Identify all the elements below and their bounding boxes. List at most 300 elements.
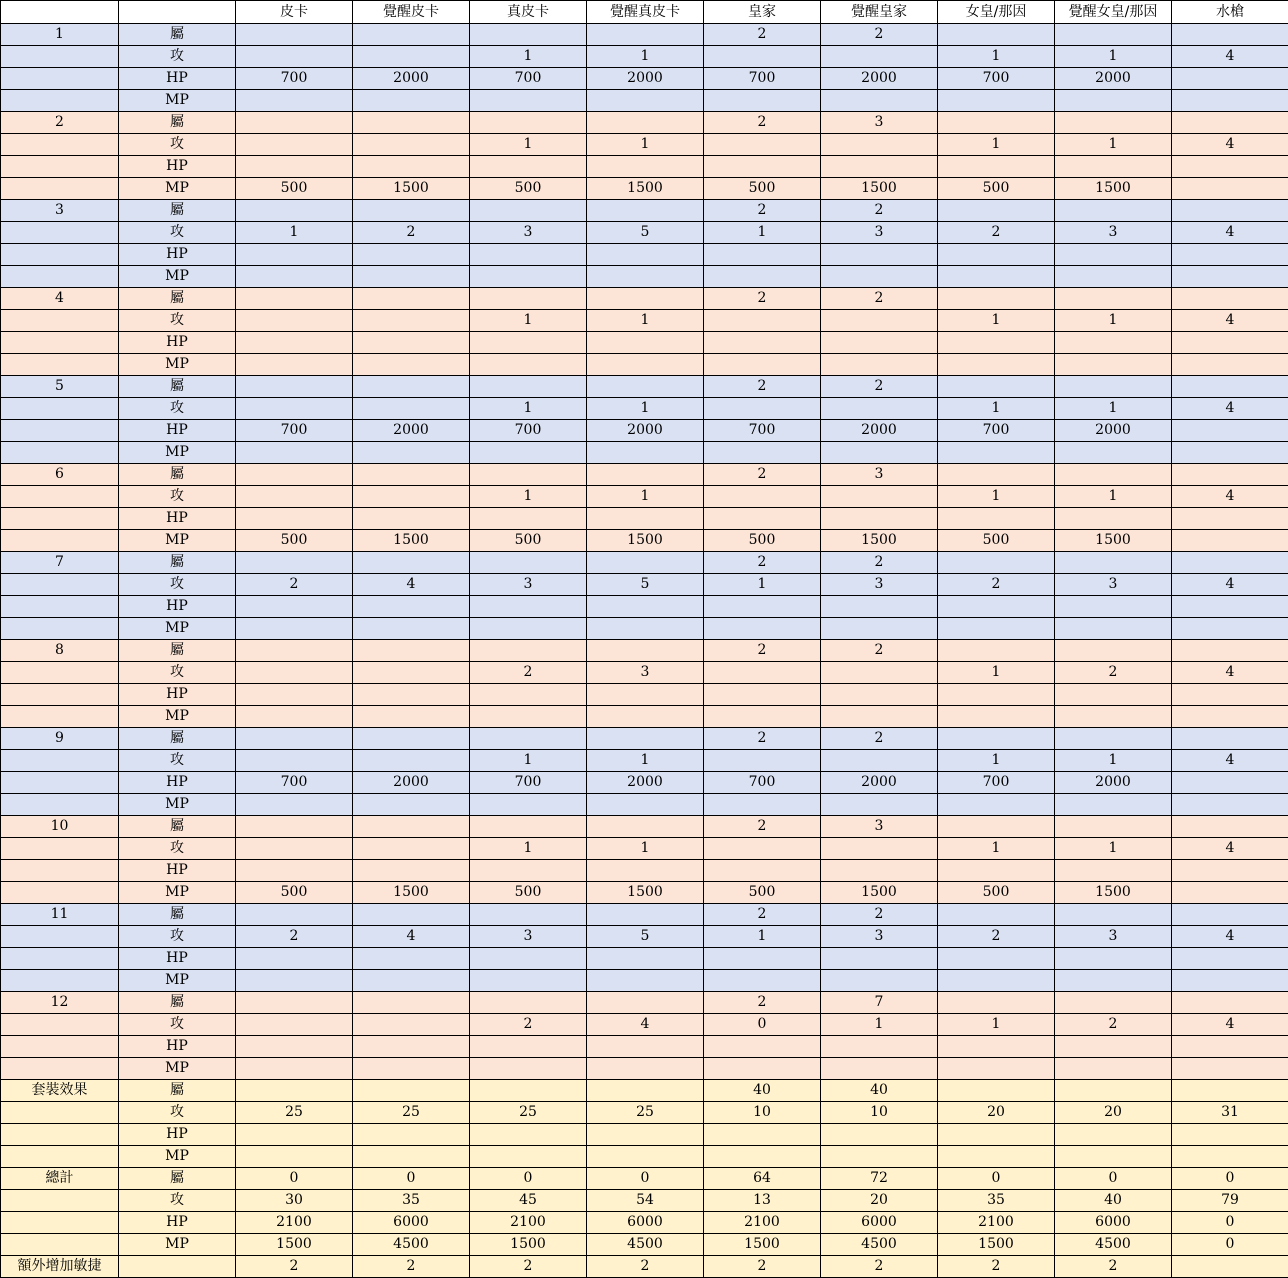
column-header[interactable]: 皮卡	[236, 1, 353, 24]
cell[interactable]: 0	[353, 1168, 470, 1190]
cell[interactable]	[1, 1234, 119, 1256]
cell[interactable]	[1172, 706, 1288, 728]
cell[interactable]	[587, 1080, 704, 1102]
cell[interactable]: 1	[470, 310, 587, 332]
cell[interactable]	[236, 354, 353, 376]
cell[interactable]	[1055, 970, 1172, 992]
cell[interactable]: 25	[470, 1102, 587, 1124]
cell[interactable]: 3	[821, 816, 938, 838]
cell[interactable]	[236, 838, 353, 860]
cell[interactable]	[353, 90, 470, 112]
cell[interactable]: 1500	[587, 882, 704, 904]
cell[interactable]	[353, 266, 470, 288]
cell[interactable]	[1, 574, 119, 596]
cell[interactable]	[1, 1014, 119, 1036]
cell[interactable]	[236, 948, 353, 970]
cell[interactable]	[236, 816, 353, 838]
cell[interactable]	[1, 684, 119, 706]
stat-label-cell[interactable]: HP	[119, 948, 236, 970]
cell[interactable]	[704, 618, 821, 640]
cell[interactable]: 500	[470, 178, 587, 200]
cell[interactable]	[704, 706, 821, 728]
cell[interactable]	[821, 266, 938, 288]
column-header[interactable]: 覺醒皇家	[821, 1, 938, 24]
cell[interactable]	[353, 684, 470, 706]
column-header[interactable]: 覺醒真皮卡	[587, 1, 704, 24]
cell[interactable]	[470, 816, 587, 838]
cell[interactable]: 1	[587, 46, 704, 68]
cell[interactable]: 5	[587, 926, 704, 948]
cell[interactable]	[1, 530, 119, 552]
cell[interactable]	[1055, 156, 1172, 178]
cell[interactable]: 1	[1055, 398, 1172, 420]
cell[interactable]: 700	[236, 420, 353, 442]
cell[interactable]: 1	[470, 398, 587, 420]
cell[interactable]	[704, 486, 821, 508]
cell[interactable]: 6000	[587, 1212, 704, 1234]
cell[interactable]: 4500	[1055, 1234, 1172, 1256]
cell[interactable]	[353, 398, 470, 420]
cell[interactable]	[470, 376, 587, 398]
cell[interactable]	[821, 596, 938, 618]
cell[interactable]	[353, 486, 470, 508]
cell[interactable]: 4	[353, 926, 470, 948]
cell[interactable]	[1, 618, 119, 640]
cell[interactable]	[236, 376, 353, 398]
cell[interactable]: 1	[587, 838, 704, 860]
cell[interactable]	[470, 860, 587, 882]
cell[interactable]	[587, 1124, 704, 1146]
cell[interactable]	[587, 24, 704, 46]
cell[interactable]: 6000	[353, 1212, 470, 1234]
cell[interactable]	[938, 112, 1055, 134]
cell[interactable]: 1	[470, 134, 587, 156]
cell[interactable]	[1, 1146, 119, 1168]
cell[interactable]	[1172, 332, 1288, 354]
cell[interactable]	[236, 728, 353, 750]
cell[interactable]	[1, 266, 119, 288]
group-label-cell[interactable]: 4	[1, 288, 119, 310]
cell[interactable]: 0	[938, 1168, 1055, 1190]
cell[interactable]: 1	[1055, 838, 1172, 860]
cell[interactable]	[470, 156, 587, 178]
stat-label-cell[interactable]: 屬	[119, 112, 236, 134]
cell[interactable]	[236, 904, 353, 926]
cell[interactable]	[236, 1058, 353, 1080]
cell[interactable]: 1500	[353, 882, 470, 904]
cell[interactable]	[704, 332, 821, 354]
column-header[interactable]: 水槍	[1172, 1, 1288, 24]
cell[interactable]: 1	[587, 134, 704, 156]
cell[interactable]	[1172, 618, 1288, 640]
cell[interactable]	[587, 244, 704, 266]
cell[interactable]	[236, 156, 353, 178]
cell[interactable]	[587, 684, 704, 706]
cell[interactable]	[821, 1124, 938, 1146]
cell[interactable]	[1055, 640, 1172, 662]
cell[interactable]	[1172, 464, 1288, 486]
cell[interactable]	[236, 442, 353, 464]
cell[interactable]	[587, 354, 704, 376]
cell[interactable]: 1	[938, 1014, 1055, 1036]
cell[interactable]: 3	[470, 574, 587, 596]
cell[interactable]: 40	[704, 1080, 821, 1102]
cell[interactable]	[353, 706, 470, 728]
cell[interactable]: 3	[587, 662, 704, 684]
cell[interactable]	[1172, 552, 1288, 574]
cell[interactable]	[1055, 508, 1172, 530]
cell[interactable]	[1, 310, 119, 332]
cell[interactable]	[1055, 24, 1172, 46]
cell[interactable]: 700	[938, 68, 1055, 90]
cell[interactable]	[704, 596, 821, 618]
cell[interactable]	[587, 596, 704, 618]
cell[interactable]	[938, 376, 1055, 398]
cell[interactable]	[821, 134, 938, 156]
cell[interactable]	[587, 442, 704, 464]
cell[interactable]: 2	[704, 992, 821, 1014]
cell[interactable]: 0	[704, 1014, 821, 1036]
column-header[interactable]	[1, 1, 119, 24]
cell[interactable]	[353, 794, 470, 816]
cell[interactable]	[704, 970, 821, 992]
cell[interactable]	[1055, 684, 1172, 706]
cell[interactable]: 0	[236, 1168, 353, 1190]
stat-label-cell[interactable]: HP	[119, 68, 236, 90]
cell[interactable]: 2	[704, 464, 821, 486]
cell[interactable]	[470, 464, 587, 486]
cell[interactable]: 2	[704, 728, 821, 750]
cell[interactable]	[353, 838, 470, 860]
cell[interactable]	[704, 948, 821, 970]
cell[interactable]: 4	[1172, 926, 1288, 948]
cell[interactable]: 72	[821, 1168, 938, 1190]
cell[interactable]	[1055, 1058, 1172, 1080]
cell[interactable]	[236, 398, 353, 420]
cell[interactable]	[704, 508, 821, 530]
cell[interactable]: 2	[821, 288, 938, 310]
cell[interactable]	[1, 398, 119, 420]
cell[interactable]: 1	[470, 838, 587, 860]
cell[interactable]: 2	[704, 288, 821, 310]
stat-label-cell[interactable]: 攻	[119, 134, 236, 156]
cell[interactable]	[704, 134, 821, 156]
cell[interactable]	[938, 706, 1055, 728]
cell[interactable]: 3	[1055, 222, 1172, 244]
cell[interactable]	[821, 794, 938, 816]
cell[interactable]: 1	[470, 46, 587, 68]
cell[interactable]: 700	[938, 772, 1055, 794]
cell[interactable]	[1, 134, 119, 156]
cell[interactable]	[353, 376, 470, 398]
cell[interactable]: 35	[938, 1190, 1055, 1212]
cell[interactable]: 1	[470, 750, 587, 772]
cell[interactable]: 2000	[1055, 420, 1172, 442]
cell[interactable]	[1, 244, 119, 266]
cell[interactable]	[1172, 1036, 1288, 1058]
group-label-cell[interactable]: 12	[1, 992, 119, 1014]
cell[interactable]	[1055, 706, 1172, 728]
cell[interactable]	[587, 552, 704, 574]
cell[interactable]: 3	[821, 112, 938, 134]
cell[interactable]	[1172, 882, 1288, 904]
stat-label-cell[interactable]: 屬	[119, 1168, 236, 1190]
cell[interactable]	[821, 46, 938, 68]
cell[interactable]	[236, 332, 353, 354]
cell[interactable]: 700	[704, 772, 821, 794]
cell[interactable]: 1500	[353, 178, 470, 200]
cell[interactable]	[938, 90, 1055, 112]
cell[interactable]	[470, 508, 587, 530]
cell[interactable]	[821, 684, 938, 706]
cell[interactable]	[1172, 156, 1288, 178]
cell[interactable]: 4	[1172, 486, 1288, 508]
stat-label-cell[interactable]: 攻	[119, 926, 236, 948]
cell[interactable]	[938, 266, 1055, 288]
cell[interactable]	[236, 1080, 353, 1102]
cell[interactable]	[1, 420, 119, 442]
cell[interactable]	[1172, 244, 1288, 266]
cell[interactable]	[470, 596, 587, 618]
cell[interactable]	[1055, 618, 1172, 640]
cell[interactable]	[470, 1058, 587, 1080]
stat-label-cell[interactable]: 屬	[119, 992, 236, 1014]
cell[interactable]: 1	[938, 486, 1055, 508]
cell[interactable]	[704, 1124, 821, 1146]
cell[interactable]	[353, 244, 470, 266]
cell[interactable]	[1055, 376, 1172, 398]
cell[interactable]	[704, 354, 821, 376]
cell[interactable]	[938, 1080, 1055, 1102]
cell[interactable]: 2000	[821, 68, 938, 90]
extra-row-label[interactable]: 額外增加敏捷	[1, 1256, 119, 1278]
cell[interactable]: 4	[1172, 310, 1288, 332]
cell[interactable]	[1172, 640, 1288, 662]
cell[interactable]	[704, 442, 821, 464]
cell[interactable]	[821, 442, 938, 464]
cell[interactable]	[1055, 860, 1172, 882]
cell[interactable]	[353, 596, 470, 618]
cell[interactable]: 20	[1055, 1102, 1172, 1124]
cell[interactable]: 3	[470, 222, 587, 244]
cell[interactable]: 2	[353, 222, 470, 244]
cell[interactable]: 1	[938, 310, 1055, 332]
cell[interactable]	[1055, 904, 1172, 926]
cell[interactable]	[1055, 1124, 1172, 1146]
cell[interactable]: 0	[470, 1168, 587, 1190]
cell[interactable]: 1	[1055, 310, 1172, 332]
stat-label-cell[interactable]: 屬	[119, 640, 236, 662]
cell[interactable]	[1, 90, 119, 112]
stat-label-cell[interactable]: HP	[119, 596, 236, 618]
cell[interactable]	[1055, 794, 1172, 816]
cell[interactable]	[704, 1146, 821, 1168]
cell[interactable]	[236, 266, 353, 288]
cell[interactable]	[938, 332, 1055, 354]
cell[interactable]: 2	[704, 376, 821, 398]
cell[interactable]: 1	[470, 486, 587, 508]
cell[interactable]: 500	[704, 530, 821, 552]
stat-label-cell[interactable]: MP	[119, 530, 236, 552]
cell[interactable]	[821, 1146, 938, 1168]
stat-label-cell[interactable]: 攻	[119, 486, 236, 508]
stat-label-cell[interactable]: 屬	[119, 24, 236, 46]
cell[interactable]	[236, 244, 353, 266]
group-label-cell[interactable]: 9	[1, 728, 119, 750]
cell[interactable]	[704, 266, 821, 288]
cell[interactable]	[938, 794, 1055, 816]
cell[interactable]	[1172, 442, 1288, 464]
cell[interactable]	[1172, 508, 1288, 530]
cell[interactable]	[470, 728, 587, 750]
cell[interactable]	[938, 288, 1055, 310]
cell[interactable]: 4	[1172, 662, 1288, 684]
cell[interactable]: 4	[1172, 750, 1288, 772]
cell[interactable]: 2000	[353, 772, 470, 794]
cell[interactable]	[821, 1058, 938, 1080]
cell[interactable]: 2	[470, 1256, 587, 1278]
cell[interactable]	[353, 904, 470, 926]
cell[interactable]: 20	[938, 1102, 1055, 1124]
stat-label-cell[interactable]: 攻	[119, 750, 236, 772]
cell[interactable]: 1	[587, 750, 704, 772]
cell[interactable]: 700	[470, 772, 587, 794]
cell[interactable]	[1172, 200, 1288, 222]
stat-label-cell[interactable]: HP	[119, 156, 236, 178]
cell[interactable]	[704, 750, 821, 772]
cell[interactable]	[236, 1036, 353, 1058]
cell[interactable]	[938, 816, 1055, 838]
cell[interactable]: 500	[704, 178, 821, 200]
cell[interactable]	[236, 288, 353, 310]
cell[interactable]	[938, 904, 1055, 926]
stat-label-cell[interactable]: 攻	[119, 662, 236, 684]
stat-label-cell[interactable]: 攻	[119, 1102, 236, 1124]
cell[interactable]	[236, 750, 353, 772]
cell[interactable]: 2	[704, 640, 821, 662]
cell[interactable]: 700	[470, 68, 587, 90]
cell[interactable]	[938, 596, 1055, 618]
cell[interactable]: 500	[704, 882, 821, 904]
cell[interactable]: 2	[938, 574, 1055, 596]
cell[interactable]	[236, 552, 353, 574]
cell[interactable]: 1	[587, 486, 704, 508]
stat-label-cell[interactable]: 攻	[119, 398, 236, 420]
cell[interactable]	[587, 794, 704, 816]
cell[interactable]: 7	[821, 992, 938, 1014]
cell[interactable]: 2	[236, 926, 353, 948]
group-label-cell[interactable]: 7	[1, 552, 119, 574]
cell[interactable]	[1172, 948, 1288, 970]
cell[interactable]: 3	[1055, 926, 1172, 948]
cell[interactable]	[470, 354, 587, 376]
cell[interactable]	[470, 640, 587, 662]
cell[interactable]	[353, 1080, 470, 1102]
cell[interactable]	[1172, 684, 1288, 706]
cell[interactable]	[938, 464, 1055, 486]
cell[interactable]: 3	[821, 574, 938, 596]
cell[interactable]	[236, 46, 353, 68]
cell[interactable]: 0	[1172, 1212, 1288, 1234]
cell[interactable]	[353, 662, 470, 684]
cell[interactable]	[1055, 90, 1172, 112]
cell[interactable]: 4	[1172, 838, 1288, 860]
cell[interactable]	[470, 244, 587, 266]
cell[interactable]: 1500	[587, 178, 704, 200]
cell[interactable]: 500	[236, 178, 353, 200]
cell[interactable]	[704, 398, 821, 420]
cell[interactable]: 3	[821, 926, 938, 948]
cell[interactable]	[1172, 178, 1288, 200]
cell[interactable]	[1172, 288, 1288, 310]
cell[interactable]: 500	[470, 530, 587, 552]
group-label-cell[interactable]: 2	[1, 112, 119, 134]
stat-label-cell[interactable]: HP	[119, 1036, 236, 1058]
cell[interactable]: 25	[587, 1102, 704, 1124]
cell[interactable]	[1, 1058, 119, 1080]
cell[interactable]	[1172, 24, 1288, 46]
cell[interactable]: 4500	[821, 1234, 938, 1256]
cell[interactable]: 700	[938, 420, 1055, 442]
cell[interactable]	[353, 728, 470, 750]
cell[interactable]	[236, 134, 353, 156]
stat-label-cell[interactable]: HP	[119, 508, 236, 530]
cell[interactable]	[1, 1036, 119, 1058]
cell[interactable]	[353, 1124, 470, 1146]
cell[interactable]: 1	[587, 398, 704, 420]
cell[interactable]	[938, 640, 1055, 662]
cell[interactable]: 700	[236, 68, 353, 90]
cell[interactable]: 2	[704, 904, 821, 926]
cell[interactable]	[587, 156, 704, 178]
cell[interactable]: 500	[470, 882, 587, 904]
cell[interactable]	[1172, 596, 1288, 618]
cell[interactable]	[938, 618, 1055, 640]
stat-label-cell[interactable]: MP	[119, 1234, 236, 1256]
cell[interactable]	[1055, 816, 1172, 838]
cell[interactable]	[236, 640, 353, 662]
cell[interactable]	[587, 816, 704, 838]
cell[interactable]: 3	[821, 222, 938, 244]
cell[interactable]: 1500	[353, 530, 470, 552]
cell[interactable]: 1	[938, 46, 1055, 68]
cell[interactable]: 1	[1055, 750, 1172, 772]
stat-label-cell[interactable]: 屬	[119, 464, 236, 486]
cell[interactable]	[1, 662, 119, 684]
cell[interactable]: 6000	[1055, 1212, 1172, 1234]
cell[interactable]: 1500	[821, 178, 938, 200]
cell[interactable]: 4	[587, 1014, 704, 1036]
cell[interactable]: 1500	[1055, 178, 1172, 200]
cell[interactable]	[821, 860, 938, 882]
cell[interactable]	[236, 200, 353, 222]
cell[interactable]: 1500	[1055, 882, 1172, 904]
stat-label-cell[interactable]: 屬	[119, 200, 236, 222]
cell[interactable]: 4500	[353, 1234, 470, 1256]
cell[interactable]	[587, 464, 704, 486]
cell[interactable]: 0	[1172, 1168, 1288, 1190]
cell[interactable]	[587, 970, 704, 992]
cell[interactable]: 1500	[236, 1234, 353, 1256]
cell[interactable]: 500	[938, 530, 1055, 552]
cell[interactable]	[353, 200, 470, 222]
stat-label-cell[interactable]: 屬	[119, 728, 236, 750]
cell[interactable]	[821, 90, 938, 112]
cell[interactable]: 2	[821, 200, 938, 222]
cell[interactable]: 1	[704, 926, 821, 948]
cell[interactable]: 2	[938, 222, 1055, 244]
stat-label-cell[interactable]: 攻	[119, 46, 236, 68]
